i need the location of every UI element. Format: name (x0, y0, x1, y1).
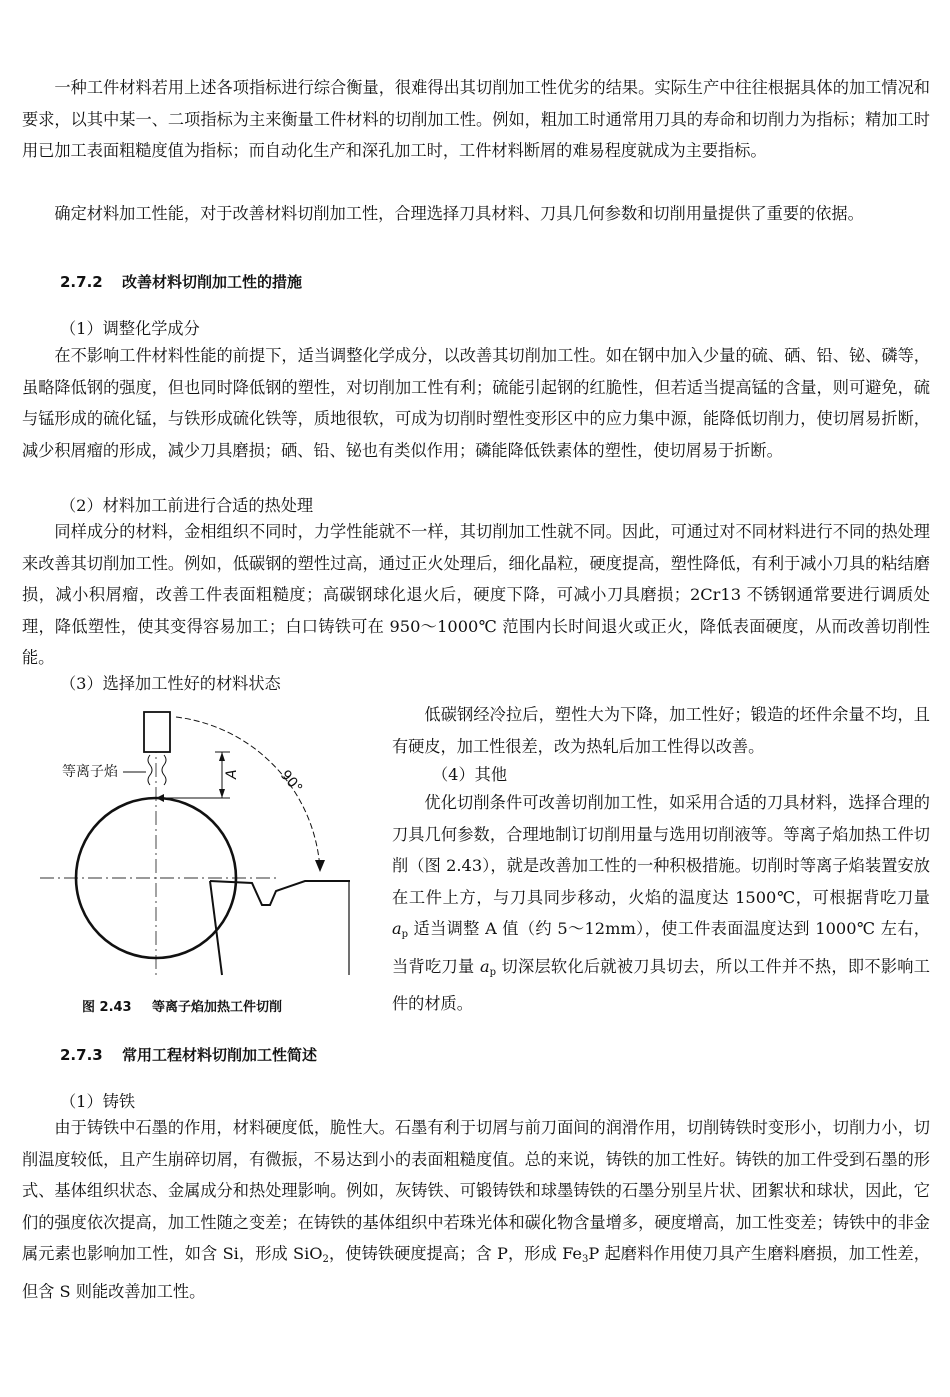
intro-paragraph-1: 一种工件材料若用上述各项指标进行综合衡量，很难得出其切削加工性优劣的结果。实际生产中往往根据具体的加工情况和要求，以其中某一、二项指标为主来衡量工件材料的切削加工性。例如，粗加工时通常用刀具的寿命和切削力为指标；精加工时用已加工表面粗糙度值为指标；而自动化生产和深孔加工时，工件材料断屑的难易程度就成为主要指标。 (22, 78, 930, 160)
label-a: A (224, 769, 240, 779)
figure-caption (82, 998, 282, 1018)
label-angle: 90° (276, 767, 306, 797)
section-heading-2-7-2 (60, 270, 302, 294)
item2-paragraph: 同样成分的材料，金相组织不同时，力学性能就不一样，其切削加工性就不同。因此，可通过对不同材料进行不同的热处理来改善其切削加工性。例如，低碳钢的塑性过高，通过正火处理后，细化晶粒，硬度提高，塑性降低，有利于减小刀具的粘结磨损，减小积屑瘤，改善工件表面粗糙度；高碳钢球化退火后，硬度下降，可减小刀具磨损；2Cr13 不锈钢通常要进行调质处理，降低塑性，使其变得容易加工；白口铸铁可在 950～1000℃ 范围内长时间退火或正火，降低表面硬度，从而改善切削性能。 (22, 522, 930, 667)
section-heading-2-7-3 (60, 1043, 317, 1067)
rotation-arrow (156, 794, 164, 802)
section-title: 常用工程材料切削加工性简述 (122, 1046, 318, 1064)
item4-title: （4）其他 (432, 765, 508, 784)
figure-caption-text: 等离子焰加热工件切削 (152, 1000, 283, 1015)
angle-arrow (315, 860, 325, 872)
dimension-arrow (219, 789, 225, 798)
item1-title: （1）调整化学成分 (60, 319, 200, 338)
dimension-arrow (219, 752, 225, 761)
cast-iron-paragraph: 由于铸铁中石墨的作用，材料硬度低，脆性大。石墨有利于切屑与前刀面间的润滑作用，切削铸铁时变形小，切削力小，切削温度较低，且产生崩碎切屑，有微振，不易达到小的表面粗糙度值。总的来说，铸铁的加工性好。铸铁的加工件受到石墨的形式、基体组织状态、金属成分和热处理影响。例如，灰铸铁、可锻铸铁和球墨铸铁的石墨分别呈片状、团絮状和球状，因此，它们的强度依次提高，加工性随之变差；在铸铁的基体组织中若珠光体和碳化物含量增多，硬度增高，加工性变差；铸铁中的非金属元素也影响加工性，如含 Si，形成 SiO$_2$，使铸铁硬度提高；含 P，形成 $Fe_3P$ 起磨料作用使刀具产生磨料磨损，加工性差，但含 S 则能改善加工性。 (22, 1118, 930, 1301)
item1-paragraph: 在不影响工件材料性能的前提下，适当调整化学成分，以改善其切削加工性。如在钢中加入少量的硫、硒、铅、铋、磷等，虽略降低钢的强度，但也同时降低钢的塑性，对切削加工性有利；硫能引起钢的红脆性，但若适当提高锰的含量，则可避免，硫与锰形成的硫化锰，与铁形成硫化铁等，质地很软，可成为切削时塑性变形区中的应力集中源，能降低切削力，使切屑易折断，减少积屑瘤的形成，减少刀具磨损；硒、铅、铋也有类似作用；磷能降低铁素体的塑性，使切屑易于折断。 (22, 346, 930, 460)
plasma-flame (148, 755, 152, 785)
figure-plasma-heating (40, 705, 370, 990)
figure-number: 图 2.43 (82, 1000, 132, 1015)
label-plasma: 等离子焰 (62, 764, 118, 780)
section-number: 2.7.3 (60, 1046, 103, 1064)
section-number: 2.7.2 (60, 273, 103, 291)
cutting-tool-flank (210, 881, 222, 975)
angle-arc (176, 717, 320, 869)
cast-iron-title: （1）铸铁 (60, 1092, 136, 1111)
item3-paragraph: 低碳钢经冷拉后，塑性大为下降，加工性好；锻造的坯件余量不均，且有硬皮，加工性很差，改为热轧后加工性得以改善。 (392, 705, 930, 756)
section-title: 改善材料切削加工性的措施 (122, 273, 303, 291)
item3-title: （3）选择加工性好的材料状态 (60, 674, 281, 693)
item4-paragraph: 优化切削条件可改善切削加工性，如采用合适的刀具材料，选择合理的刀具几何参数，合理地制订切削用量与选用切削液等。等离子焰加热工件切削（图 2.43），就是改善加工性的一种积极措施。切削时等离子焰装置安放在工件上方，与刀具同步移动，火焰的温度达 1500℃，可根据背吃刀量 $a_p$ 适当调整 A 值（约 5～12mm），使工件表面温度达到 1000℃ 左右，当背吃刀量 $a_p$ 切深层软化后就被刀具切去，所以工件并不热，即不影响工件的材质。 (392, 793, 930, 1013)
plasma-nozzle (144, 712, 170, 752)
intro-paragraph-2: 确定材料加工性能，对于改善材料切削加工性，合理选择刀具材料、刀具几何参数和切削用量提供了重要的依据。 (54, 204, 864, 223)
cutting-tool-top (210, 881, 350, 905)
item2-title: （2）材料加工前进行合适的热处理 (60, 496, 314, 515)
plasma-flame (162, 755, 166, 785)
